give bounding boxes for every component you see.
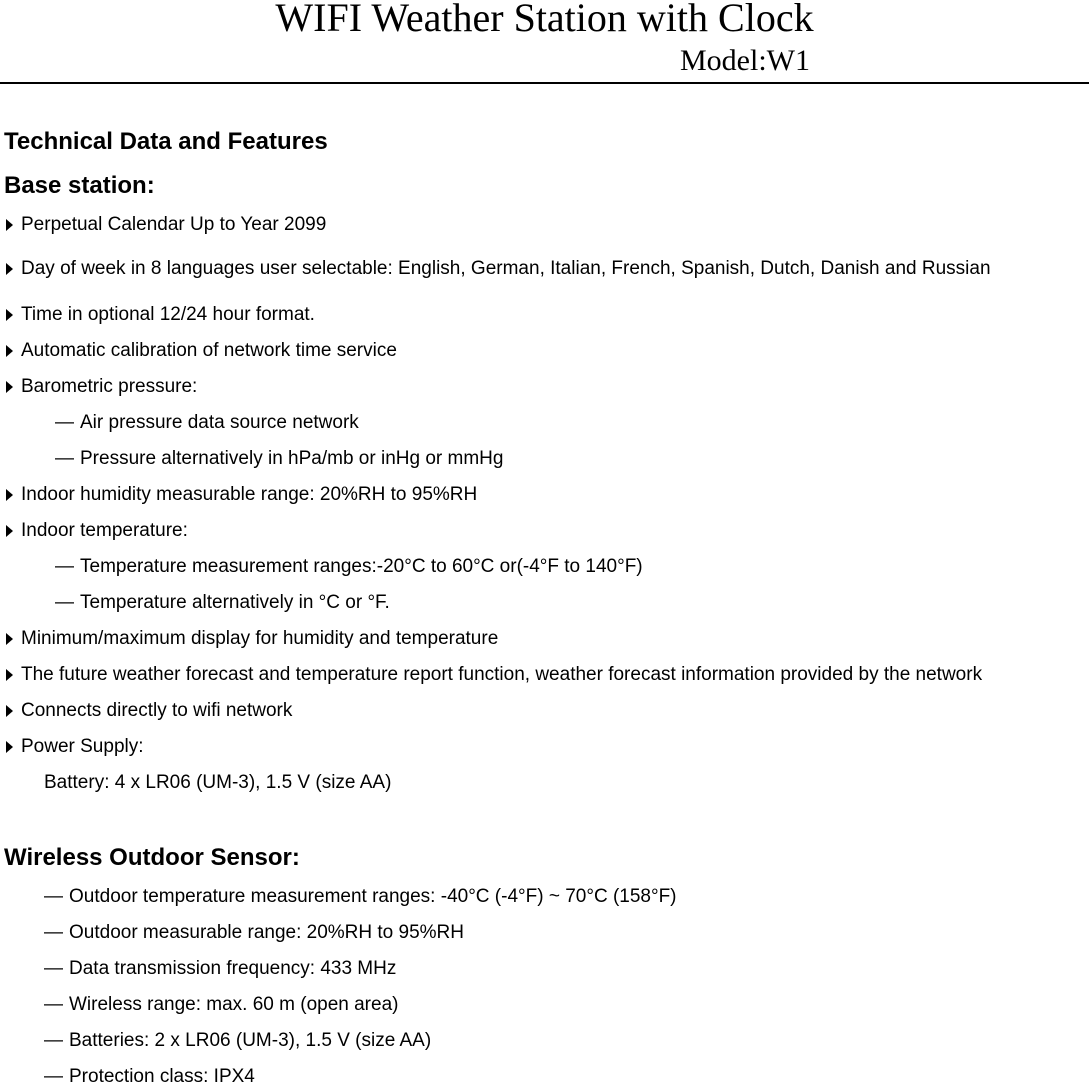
section-title: Technical Data and Features bbox=[4, 128, 328, 155]
list-item: Barometric pressure: bbox=[6, 375, 197, 399]
list-item: Perpetual Calendar Up to Year 2099 bbox=[6, 213, 326, 237]
bullet-arrow-icon bbox=[6, 633, 13, 645]
bullet-arrow-icon bbox=[6, 381, 13, 393]
bullet-arrow-icon bbox=[6, 309, 13, 321]
sub-item: — Temperature measurement ranges:-20°C to 60°C or(-4°F to 140°F) bbox=[55, 556, 643, 577]
sub-item: — Protection class: IPX4 bbox=[44, 1066, 255, 1087]
list-item: Minimum/maximum display for humidity and temperature bbox=[6, 627, 498, 651]
sub-item: — Outdoor temperature measurement ranges: -40°C (-4°F) ~ 70°C (158°F) bbox=[44, 886, 677, 907]
list-item: Automatic calibration of network time service bbox=[6, 339, 397, 363]
list-item: Indoor temperature: bbox=[6, 519, 188, 543]
list-item: Time in optional 12/24 hour format. bbox=[6, 303, 315, 327]
sub-item: — Temperature alternatively in °C or °F. bbox=[55, 592, 390, 613]
bullet-arrow-icon bbox=[6, 263, 13, 275]
bullet-arrow-icon bbox=[6, 669, 13, 681]
sub-item: — Outdoor measurable range: 20%RH to 95%RH bbox=[44, 922, 464, 943]
bullet-arrow-icon bbox=[6, 219, 13, 231]
list-item: Day of week in 8 languages user selectable: English, German, Italian, French, Spanish, Dutch, Danish and Russian bbox=[6, 257, 991, 281]
bullet-arrow-icon bbox=[6, 525, 13, 537]
sub-item: Battery: 4 x LR06 (UM-3), 1.5 V (size AA) bbox=[44, 772, 392, 793]
sub-item: — Data transmission frequency: 433 MHz bbox=[44, 958, 397, 979]
sub-item: — Pressure alternatively in hPa/mb or inHg or mmHg bbox=[55, 448, 504, 469]
sub-item: — Wireless range: max. 60 m (open area) bbox=[44, 994, 399, 1015]
bullet-arrow-icon bbox=[6, 345, 13, 357]
sub-item: — Air pressure data source network bbox=[55, 412, 359, 433]
base-station-heading: Base station: bbox=[4, 172, 155, 199]
header-divider bbox=[0, 82, 1089, 84]
outdoor-sensor-heading: Wireless Outdoor Sensor: bbox=[4, 844, 300, 871]
bullet-arrow-icon bbox=[6, 705, 13, 717]
list-item: Connects directly to wifi network bbox=[6, 699, 292, 723]
list-item: Power Supply: bbox=[6, 735, 144, 759]
list-item: The future weather forecast and temperature report function, weather forecast information provided by the network bbox=[6, 663, 982, 687]
document-title: WIFI Weather Station with Clock bbox=[275, 0, 814, 40]
bullet-arrow-icon bbox=[6, 489, 13, 501]
model-number: Model:W1 bbox=[680, 44, 810, 77]
bullet-arrow-icon bbox=[6, 741, 13, 753]
sub-item: — Batteries: 2 x LR06 (UM-3), 1.5 V (size AA) bbox=[44, 1030, 432, 1051]
list-item: Indoor humidity measurable range: 20%RH to 95%RH bbox=[6, 483, 477, 507]
